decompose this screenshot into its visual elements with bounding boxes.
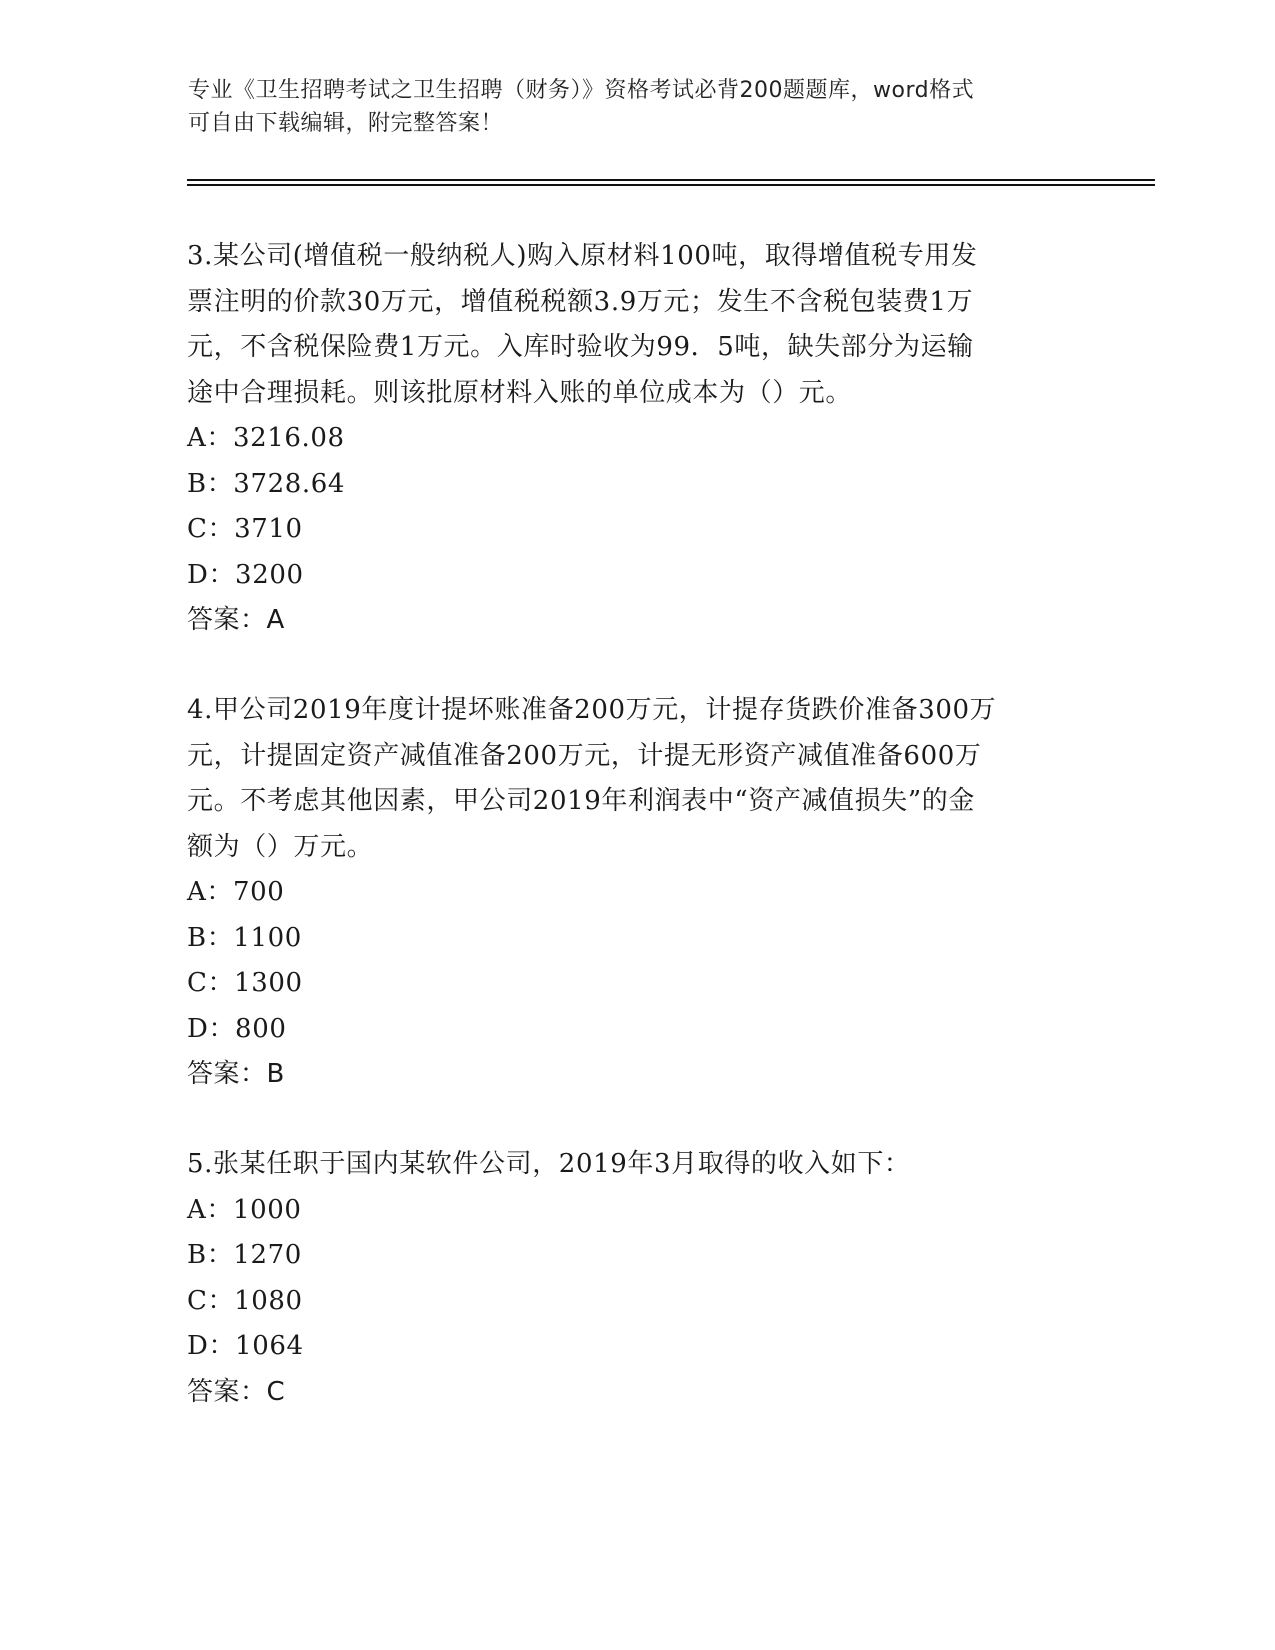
answer-label: 答案：C	[187, 1376, 286, 1407]
option-c: C：1300	[187, 968, 303, 998]
option-a: A：700	[187, 877, 285, 907]
header-line-1: 专业《卫生招聘考试之卫生招聘（财务）》资格考试必背200题题库，word格式	[188, 78, 975, 103]
option-d: D：800	[187, 1013, 287, 1044]
option-d: D：1064	[187, 1331, 304, 1361]
question-stem	[187, 1142, 1087, 1188]
option-c: C：3710	[187, 514, 303, 544]
option-a: A：3216.08	[187, 423, 345, 453]
header-divider-bottom	[187, 184, 1155, 186]
header-line-2: 可自由下载编辑，附完整答案！	[188, 111, 504, 136]
question-stem	[187, 688, 1087, 870]
question-3	[187, 234, 1087, 644]
document-header	[188, 74, 1068, 140]
option-c: C：1080	[187, 1285, 303, 1316]
option-a: A：1000	[187, 1194, 302, 1225]
stem-line: 元，计提固定资产减值准备200万元，计提无形资产减值准备600万	[187, 740, 982, 771]
question-5	[187, 1142, 1087, 1415]
stem-line: 途中合理损耗。则该批原材料入账的单位成本为（）元。	[187, 377, 853, 408]
answer-label: 答案：A	[187, 605, 285, 635]
stem-line: 5.张某任职于国内某软件公司，2019年3月取得的收入如下：	[187, 1149, 911, 1179]
stem-line: 元，不含税保险费1万元。入库时验收为99．5吨，缺失部分为运输	[187, 332, 974, 362]
option-b: B：1270	[187, 1240, 302, 1270]
option-b: B：1100	[187, 922, 302, 953]
stem-line: 3.某公司(增值税一般纳税人)购入原材料100吨，取得增值税专用发	[187, 241, 978, 271]
stem-line: 票注明的价款30万元，增值税税额3.9万元；发生不含税包装费1万	[187, 286, 974, 317]
question-stem	[187, 234, 1087, 416]
answer-label: 答案：B	[187, 1059, 285, 1089]
stem-line: 4.甲公司2019年度计提坏账准备200万元，计提存货跌价准备300万	[187, 695, 997, 725]
stem-line: 元。不考虑其他因素，甲公司2019年利润表中“资产减值损失”的金	[187, 786, 975, 816]
question-4	[187, 688, 1087, 1098]
option-d: D：3200	[187, 559, 304, 590]
option-b: B：3728.64	[187, 468, 346, 499]
header-divider-top	[187, 179, 1155, 181]
stem-line: 额为（）万元。	[187, 831, 374, 862]
